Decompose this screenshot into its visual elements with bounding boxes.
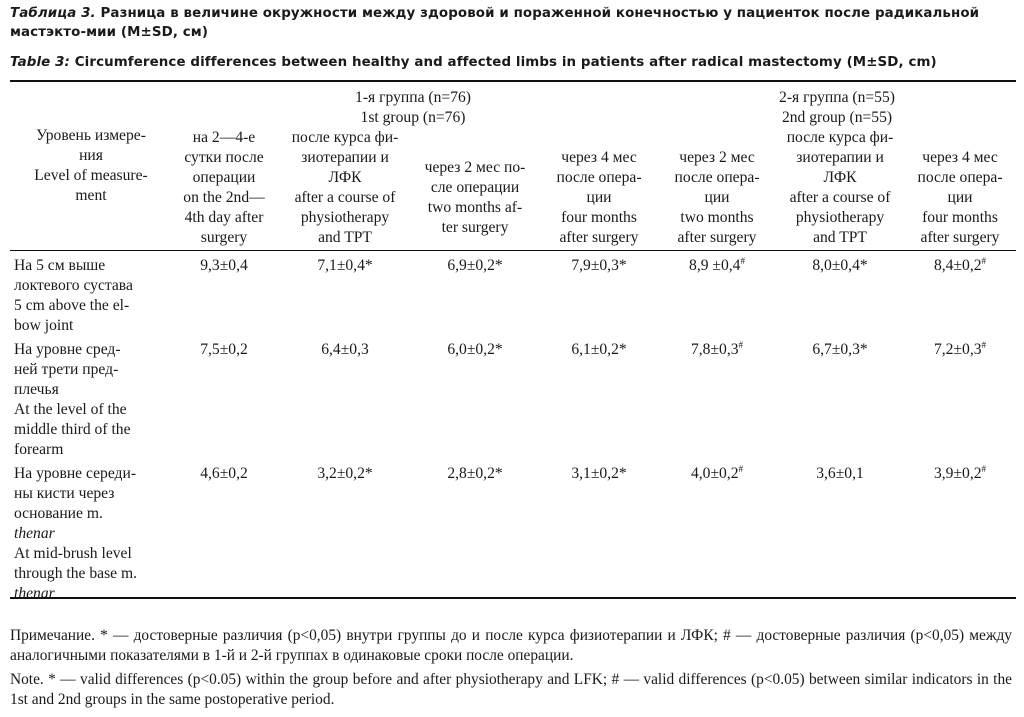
- within-group-marker: *: [618, 257, 627, 274]
- column-header: [168, 128, 280, 252]
- measurement-level-line: At mid-brush level: [14, 545, 132, 562]
- measurement-level-line: На уровне середи-: [14, 465, 137, 482]
- note-text: Note. * — valid differences (p<0.05) within the group before and after physiotherapy and LFK; # — valid differences (p<0.05) between similar indicators in the 1st and 2nd groups in the same postoperative period.: [10, 671, 1012, 708]
- group1-header: [168, 80, 658, 128]
- between-group-marker: #: [738, 339, 744, 350]
- measurement-level: [10, 336, 168, 460]
- column-header-line: after surgery: [559, 229, 639, 246]
- value-text: 4,0±0,2: [690, 465, 739, 482]
- column-header-line: two months: [680, 209, 754, 226]
- value-text: 6,1±0,2: [571, 341, 619, 358]
- measurement-level-line: thenar: [14, 525, 55, 542]
- column-header: [280, 128, 410, 252]
- column-header-line: сле операции: [430, 179, 520, 196]
- between-group-marker: #: [740, 255, 745, 266]
- value-text: 2,8±0,2: [447, 465, 495, 482]
- value-text: 6,4±0,3: [321, 341, 369, 358]
- measurement-level-line: forearm: [14, 441, 64, 458]
- group2-header-ru: 2-я группа (n=55): [779, 89, 895, 106]
- caption-ru-label: Таблица 3.: [10, 6, 96, 21]
- within-group-marker: *: [494, 465, 503, 482]
- column-header: [540, 128, 658, 252]
- value-cell: [540, 252, 658, 336]
- value-text: 7,8±0,3: [690, 341, 739, 358]
- measurement-level-line: thenar: [14, 585, 55, 602]
- value-cell: [904, 252, 1016, 336]
- within-group-marker: *: [494, 257, 503, 274]
- value-text: 8,0±0,4: [812, 257, 860, 274]
- column-header-line: 4th day after: [184, 209, 264, 226]
- column-header-line: and TPT: [813, 229, 867, 246]
- measurement-level-line: bow joint: [14, 317, 74, 334]
- value-cell: [280, 252, 410, 336]
- within-group-marker: *: [618, 465, 627, 482]
- value-cell: [658, 336, 776, 460]
- column-header-line: после опера-: [674, 169, 760, 186]
- value-text: 3,9±0,2: [933, 465, 982, 482]
- value-text: 6,7±0,3: [812, 341, 860, 358]
- within-group-marker: *: [859, 257, 868, 274]
- measurement-level-line: плечья: [14, 381, 59, 398]
- measurement-level-line: ны кисти через: [14, 485, 115, 502]
- column-header: [776, 128, 904, 252]
- table-caption-ru: [10, 4, 1012, 42]
- column-header-line: операции: [192, 169, 256, 186]
- column-header-line: after surgery: [677, 229, 757, 246]
- column-header-line: после опера-: [556, 169, 642, 186]
- between-group-marker: #: [981, 255, 987, 266]
- column-header-line: после курса фи-: [291, 129, 399, 146]
- column-header-line: зиотерапии и: [796, 149, 884, 166]
- measurement-level-line: На уровне сред-: [14, 341, 121, 358]
- value-cell: [168, 336, 280, 460]
- column-header-line: после опера-: [917, 169, 1003, 186]
- column-header-line: зиотерапии и: [301, 149, 389, 166]
- value-text: 7,5±0,2: [200, 341, 248, 358]
- value-cell: [776, 252, 904, 336]
- column-header: [410, 128, 540, 252]
- note-en: [10, 670, 1012, 710]
- column-header-line: через 4 мес: [922, 149, 998, 166]
- data-table: [10, 80, 1016, 604]
- measurement-level-line: На 5 см выше: [14, 257, 106, 274]
- column-header-line: after a course of: [294, 189, 396, 206]
- column-header-line: physiotherapy: [300, 209, 390, 226]
- value-cell: [658, 252, 776, 336]
- measurement-level-line: ней трети пред-: [14, 361, 119, 378]
- column-header-line: сутки после: [184, 149, 264, 166]
- within-group-marker: *: [494, 341, 503, 358]
- measurement-level: [10, 460, 168, 604]
- column-header-line: ции: [586, 189, 612, 206]
- caption-en-label: Table 3:: [10, 55, 70, 70]
- level-header: [10, 80, 168, 252]
- value-text: 7,2±0,3: [933, 341, 982, 358]
- level-header-line: ment: [75, 187, 107, 204]
- value-text: 3,1±0,2: [571, 465, 619, 482]
- value-text: 7,9±0,3: [571, 257, 619, 274]
- level-header-line: Level of measure-: [34, 167, 148, 184]
- table-row: [10, 336, 1016, 460]
- value-text: 3,2±0,2: [317, 465, 365, 482]
- value-text: 7,1±0,4: [317, 257, 365, 274]
- between-group-marker: #: [981, 339, 987, 350]
- value-cell: [280, 336, 410, 460]
- column-header-line: and TPT: [318, 229, 372, 246]
- value-cell: [776, 460, 904, 604]
- measurement-level-line: through the base m.: [14, 565, 137, 582]
- column-header-line: ции: [947, 189, 973, 206]
- measurement-level-line: основание m.: [14, 505, 103, 522]
- column-header-line: ции: [704, 189, 730, 206]
- value-text: 8,4±0,2: [933, 257, 982, 274]
- group2-header: [658, 80, 1016, 128]
- column-header-line: four months: [561, 209, 637, 226]
- column-header-line: после курса фи-: [786, 129, 894, 146]
- value-cell: [776, 336, 904, 460]
- within-group-marker: *: [618, 341, 627, 358]
- value-text: 6,9±0,2: [447, 257, 495, 274]
- caption-en-text: Circumference differences between healthy and affected limbs in patients after radical mastectomy (M±SD, cm): [74, 55, 937, 70]
- column-header-line: через 2 мес: [679, 149, 755, 166]
- group2-header-en: 2nd group (n=55): [781, 109, 893, 126]
- value-text: 4,6±0,2: [200, 465, 248, 482]
- value-cell: [904, 336, 1016, 460]
- value-text: 3,6±0,1: [816, 465, 864, 482]
- column-header-line: ter surgery: [441, 219, 509, 236]
- value-cell: [280, 460, 410, 604]
- column-header: [904, 128, 1016, 252]
- column-header-line: on the 2nd—: [183, 189, 265, 206]
- level-header-line: Уровень измере-: [36, 127, 146, 144]
- group1-header-ru: 1-я группа (n=76): [355, 89, 471, 106]
- column-header-line: ЛФК: [328, 169, 362, 186]
- value-cell: [540, 336, 658, 460]
- table-row: [10, 460, 1016, 604]
- value-text: 9,3±0,4: [200, 257, 248, 274]
- column-header-line: after surgery: [920, 229, 1000, 246]
- measurement-level: [10, 252, 168, 336]
- level-header-line: ния: [79, 147, 103, 164]
- column-header-line: через 4 мес: [561, 149, 637, 166]
- value-cell: [658, 460, 776, 604]
- column-header-line: two months af-: [427, 199, 523, 216]
- value-cell: [410, 252, 540, 336]
- value-cell: [410, 460, 540, 604]
- column-header-line: на 2—4-е: [192, 129, 256, 146]
- column-header-line: four months: [922, 209, 998, 226]
- within-group-marker: *: [859, 341, 868, 358]
- value-cell: [904, 460, 1016, 604]
- table-caption-en: [10, 53, 1012, 72]
- within-group-marker: *: [364, 465, 373, 482]
- value-text: 6,0±0,2: [447, 341, 495, 358]
- caption-ru-text: Разница в величине окружности между здоровой и пораженной конечностью у пациенток после радикальной мастэкто-мии (M±SD, см): [10, 6, 980, 40]
- column-header-line: surgery: [200, 229, 248, 246]
- note-ru: [10, 626, 1012, 666]
- measurement-level-line: middle third of the: [14, 421, 131, 438]
- column-header-line: через 2 мес по-: [424, 159, 526, 176]
- group1-header-en: 1st group (n=76): [360, 109, 466, 126]
- value-cell: [410, 336, 540, 460]
- column-header-line: physiotherapy: [795, 209, 885, 226]
- within-group-marker: *: [364, 257, 373, 274]
- measurement-level-line: At the level of the: [14, 401, 127, 418]
- table-row: [10, 252, 1016, 336]
- column-header-line: after a course of: [789, 189, 891, 206]
- between-group-marker: #: [981, 463, 987, 474]
- between-group-marker: #: [738, 463, 744, 474]
- measurement-level-line: 5 cm above the el-: [14, 297, 130, 314]
- note-text: Примечание. * — достоверные различия (p<0,05) внутри группы до и после курса физиотерапии и ЛФК; # — достоверные различия (p<0,05) между аналогичными показателями в 1-й и 2-й группах в одинаковые сроки после операции.: [10, 627, 1012, 664]
- value-cell: [168, 460, 280, 604]
- value-cell: [168, 252, 280, 336]
- value-cell: [540, 460, 658, 604]
- value-text: 8,9 ±0,4: [689, 257, 741, 274]
- measurement-level-line: локтевого сустава: [14, 277, 133, 294]
- column-header: [658, 128, 776, 252]
- column-header-line: ЛФК: [823, 169, 857, 186]
